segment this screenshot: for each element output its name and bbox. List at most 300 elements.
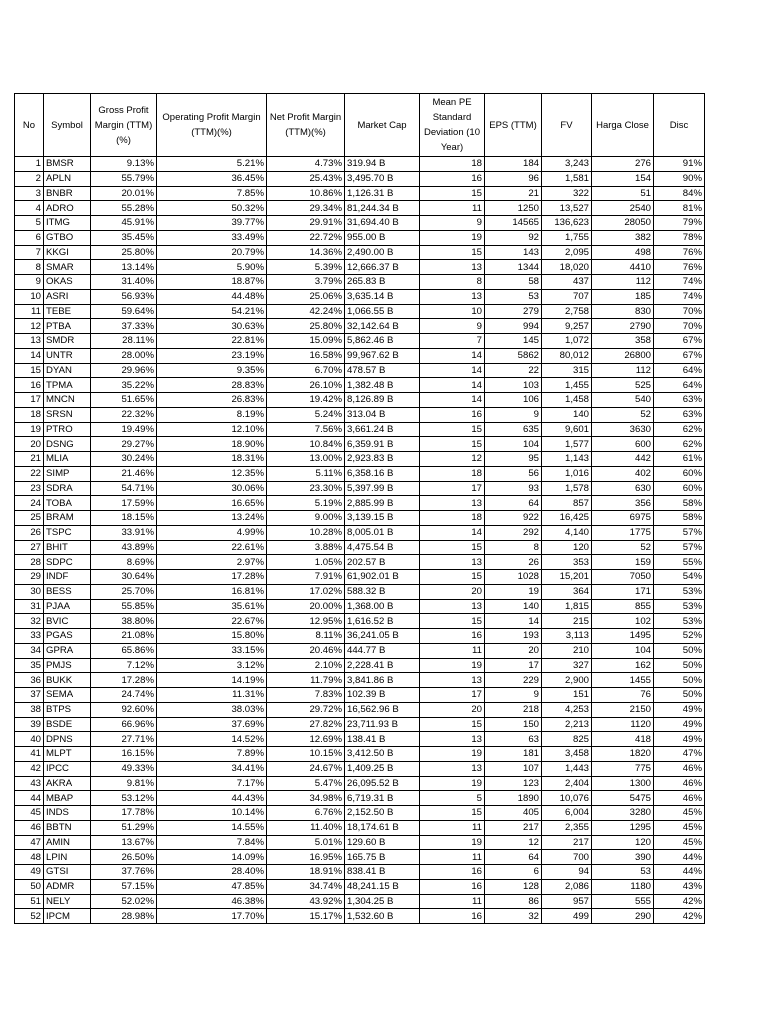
cell-net-profit-margin: 5.19% bbox=[267, 496, 345, 511]
cell-net-profit-margin: 18.91% bbox=[267, 865, 345, 880]
cell-harga-close: 51 bbox=[592, 186, 654, 201]
stock-screening-table bbox=[14, 93, 705, 924]
cell-symbol: MLIA bbox=[44, 452, 91, 467]
table-row bbox=[15, 378, 705, 393]
cell-market-cap: 5,397.99 B bbox=[345, 481, 420, 496]
cell-disc: 61% bbox=[654, 452, 705, 467]
cell-fv: 2,758 bbox=[542, 304, 592, 319]
table-row bbox=[15, 304, 705, 319]
cell-symbol: DPNS bbox=[44, 732, 91, 747]
cell-operating-profit-margin: 44.48% bbox=[157, 289, 267, 304]
cell-eps: 6 bbox=[485, 865, 542, 880]
cell-no: 3 bbox=[15, 186, 44, 201]
cell-gross-profit-margin: 29.27% bbox=[91, 437, 157, 452]
cell-disc: 60% bbox=[654, 481, 705, 496]
cell-market-cap: 6,358.16 B bbox=[345, 466, 420, 481]
cell-fv: 437 bbox=[542, 275, 592, 290]
cell-market-cap: 3,841.86 B bbox=[345, 673, 420, 688]
column-header-operating-profit-margin: Operating Profit Margin (TTM)(%) bbox=[157, 94, 267, 157]
cell-symbol: NELY bbox=[44, 894, 91, 909]
table-row bbox=[15, 865, 705, 880]
cell-no: 38 bbox=[15, 702, 44, 717]
cell-operating-profit-margin: 33.49% bbox=[157, 230, 267, 245]
cell-no: 29 bbox=[15, 570, 44, 585]
cell-harga-close: 112 bbox=[592, 275, 654, 290]
cell-eps: 86 bbox=[485, 894, 542, 909]
cell-symbol: UNTR bbox=[44, 348, 91, 363]
cell-gross-profit-margin: 57.15% bbox=[91, 879, 157, 894]
cell-eps: 184 bbox=[485, 157, 542, 172]
cell-fv: 15,201 bbox=[542, 570, 592, 585]
cell-market-cap: 3,661.24 B bbox=[345, 422, 420, 437]
cell-market-cap: 1,368.00 B bbox=[345, 599, 420, 614]
cell-harga-close: 4410 bbox=[592, 260, 654, 275]
cell-eps: 9 bbox=[485, 407, 542, 422]
cell-harga-close: 2150 bbox=[592, 702, 654, 717]
cell-operating-profit-margin: 14.09% bbox=[157, 850, 267, 865]
cell-disc: 45% bbox=[654, 835, 705, 850]
cell-disc: 49% bbox=[654, 732, 705, 747]
cell-eps: 1344 bbox=[485, 260, 542, 275]
cell-harga-close: 775 bbox=[592, 761, 654, 776]
cell-harga-close: 112 bbox=[592, 363, 654, 378]
cell-operating-profit-margin: 5.90% bbox=[157, 260, 267, 275]
cell-gross-profit-margin: 54.71% bbox=[91, 481, 157, 496]
cell-no: 16 bbox=[15, 378, 44, 393]
cell-gross-profit-margin: 17.78% bbox=[91, 806, 157, 821]
cell-no: 52 bbox=[15, 909, 44, 924]
cell-no: 28 bbox=[15, 555, 44, 570]
cell-market-cap: 16,562.96 B bbox=[345, 702, 420, 717]
cell-harga-close: 6975 bbox=[592, 511, 654, 526]
cell-no: 27 bbox=[15, 540, 44, 555]
cell-gross-profit-margin: 56.93% bbox=[91, 289, 157, 304]
cell-symbol: ITMG bbox=[44, 216, 91, 231]
cell-operating-profit-margin: 44.43% bbox=[157, 791, 267, 806]
cell-market-cap: 31,694.40 B bbox=[345, 216, 420, 231]
cell-mean-pe-std-dev: 19 bbox=[420, 747, 485, 762]
cell-mean-pe-std-dev: 11 bbox=[420, 850, 485, 865]
cell-gross-profit-margin: 37.33% bbox=[91, 319, 157, 334]
cell-market-cap: 1,616.52 B bbox=[345, 614, 420, 629]
cell-fv: 364 bbox=[542, 584, 592, 599]
cell-fv: 13,527 bbox=[542, 201, 592, 216]
cell-mean-pe-std-dev: 20 bbox=[420, 702, 485, 717]
cell-no: 43 bbox=[15, 776, 44, 791]
cell-eps: 9 bbox=[485, 688, 542, 703]
cell-fv: 16,425 bbox=[542, 511, 592, 526]
cell-symbol: GTSI bbox=[44, 865, 91, 880]
cell-net-profit-margin: 9.00% bbox=[267, 511, 345, 526]
column-header-mean-pe-std-dev: Mean PE Standard Deviation (10 Year) bbox=[420, 94, 485, 157]
cell-fv: 136,623 bbox=[542, 216, 592, 231]
cell-net-profit-margin: 27.82% bbox=[267, 717, 345, 732]
cell-eps: 12 bbox=[485, 835, 542, 850]
cell-disc: 46% bbox=[654, 761, 705, 776]
cell-fv: 1,072 bbox=[542, 334, 592, 349]
cell-net-profit-margin: 15.17% bbox=[267, 909, 345, 924]
cell-no: 17 bbox=[15, 393, 44, 408]
cell-harga-close: 154 bbox=[592, 171, 654, 186]
cell-harga-close: 855 bbox=[592, 599, 654, 614]
cell-disc: 84% bbox=[654, 186, 705, 201]
cell-symbol: SMDR bbox=[44, 334, 91, 349]
cell-eps: 218 bbox=[485, 702, 542, 717]
cell-operating-profit-margin: 18.87% bbox=[157, 275, 267, 290]
cell-operating-profit-margin: 13.24% bbox=[157, 511, 267, 526]
cell-mean-pe-std-dev: 19 bbox=[420, 776, 485, 791]
cell-no: 21 bbox=[15, 452, 44, 467]
cell-no: 10 bbox=[15, 289, 44, 304]
cell-fv: 700 bbox=[542, 850, 592, 865]
cell-harga-close: 2540 bbox=[592, 201, 654, 216]
cell-operating-profit-margin: 2.97% bbox=[157, 555, 267, 570]
cell-market-cap: 838.41 B bbox=[345, 865, 420, 880]
cell-no: 33 bbox=[15, 629, 44, 644]
cell-disc: 55% bbox=[654, 555, 705, 570]
cell-fv: 10,076 bbox=[542, 791, 592, 806]
cell-harga-close: 53 bbox=[592, 865, 654, 880]
cell-disc: 44% bbox=[654, 865, 705, 880]
cell-operating-profit-margin: 5.21% bbox=[157, 157, 267, 172]
cell-operating-profit-margin: 33.15% bbox=[157, 643, 267, 658]
cell-eps: 107 bbox=[485, 761, 542, 776]
cell-disc: 46% bbox=[654, 776, 705, 791]
table-row bbox=[15, 732, 705, 747]
cell-net-profit-margin: 19.42% bbox=[267, 393, 345, 408]
cell-eps: 93 bbox=[485, 481, 542, 496]
cell-harga-close: 1820 bbox=[592, 747, 654, 762]
cell-mean-pe-std-dev: 15 bbox=[420, 186, 485, 201]
cell-disc: 45% bbox=[654, 806, 705, 821]
cell-operating-profit-margin: 50.32% bbox=[157, 201, 267, 216]
cell-eps: 128 bbox=[485, 879, 542, 894]
cell-symbol: SDPC bbox=[44, 555, 91, 570]
cell-gross-profit-margin: 24.74% bbox=[91, 688, 157, 703]
column-header-symbol: Symbol bbox=[44, 94, 91, 157]
cell-harga-close: 1495 bbox=[592, 629, 654, 644]
cell-net-profit-margin: 8.11% bbox=[267, 629, 345, 644]
cell-eps: 21 bbox=[485, 186, 542, 201]
cell-gross-profit-margin: 31.40% bbox=[91, 275, 157, 290]
cell-disc: 64% bbox=[654, 363, 705, 378]
cell-disc: 44% bbox=[654, 850, 705, 865]
cell-harga-close: 418 bbox=[592, 732, 654, 747]
cell-gross-profit-margin: 37.76% bbox=[91, 865, 157, 880]
cell-market-cap: 1,382.48 B bbox=[345, 378, 420, 393]
cell-gross-profit-margin: 38.80% bbox=[91, 614, 157, 629]
cell-market-cap: 12,666.37 B bbox=[345, 260, 420, 275]
cell-symbol: GTBO bbox=[44, 230, 91, 245]
cell-fv: 217 bbox=[542, 835, 592, 850]
cell-market-cap: 3,635.14 B bbox=[345, 289, 420, 304]
cell-eps: 123 bbox=[485, 776, 542, 791]
cell-operating-profit-margin: 12.10% bbox=[157, 422, 267, 437]
table-row bbox=[15, 614, 705, 629]
cell-eps: 63 bbox=[485, 732, 542, 747]
cell-eps: 20 bbox=[485, 643, 542, 658]
cell-eps: 8 bbox=[485, 540, 542, 555]
cell-fv: 215 bbox=[542, 614, 592, 629]
table-row bbox=[15, 245, 705, 260]
table-row bbox=[15, 260, 705, 275]
cell-symbol: BVIC bbox=[44, 614, 91, 629]
cell-net-profit-margin: 34.98% bbox=[267, 791, 345, 806]
table-row bbox=[15, 540, 705, 555]
cell-mean-pe-std-dev: 13 bbox=[420, 732, 485, 747]
cell-operating-profit-margin: 15.80% bbox=[157, 629, 267, 644]
table-row bbox=[15, 481, 705, 496]
table-row bbox=[15, 452, 705, 467]
cell-mean-pe-std-dev: 15 bbox=[420, 570, 485, 585]
table-row bbox=[15, 275, 705, 290]
cell-no: 25 bbox=[15, 511, 44, 526]
column-header-fv: FV bbox=[542, 94, 592, 157]
cell-net-profit-margin: 26.10% bbox=[267, 378, 345, 393]
cell-mean-pe-std-dev: 12 bbox=[420, 452, 485, 467]
cell-mean-pe-std-dev: 7 bbox=[420, 334, 485, 349]
cell-fv: 353 bbox=[542, 555, 592, 570]
cell-no: 39 bbox=[15, 717, 44, 732]
cell-symbol: BUKK bbox=[44, 673, 91, 688]
cell-symbol: MLPT bbox=[44, 747, 91, 762]
cell-market-cap: 2,923.83 B bbox=[345, 452, 420, 467]
table-row bbox=[15, 525, 705, 540]
cell-fv: 1,578 bbox=[542, 481, 592, 496]
cell-fv: 315 bbox=[542, 363, 592, 378]
cell-harga-close: 390 bbox=[592, 850, 654, 865]
cell-gross-profit-margin: 35.45% bbox=[91, 230, 157, 245]
cell-net-profit-margin: 34.74% bbox=[267, 879, 345, 894]
cell-harga-close: 3280 bbox=[592, 806, 654, 821]
cell-no: 26 bbox=[15, 525, 44, 540]
cell-disc: 60% bbox=[654, 466, 705, 481]
cell-net-profit-margin: 43.92% bbox=[267, 894, 345, 909]
cell-gross-profit-margin: 19.49% bbox=[91, 422, 157, 437]
cell-disc: 58% bbox=[654, 496, 705, 511]
cell-disc: 50% bbox=[654, 643, 705, 658]
cell-eps: 26 bbox=[485, 555, 542, 570]
cell-mean-pe-std-dev: 9 bbox=[420, 319, 485, 334]
table-row bbox=[15, 216, 705, 231]
cell-disc: 46% bbox=[654, 791, 705, 806]
cell-eps: 14 bbox=[485, 614, 542, 629]
cell-no: 49 bbox=[15, 865, 44, 880]
cell-gross-profit-margin: 8.69% bbox=[91, 555, 157, 570]
table-body bbox=[15, 157, 705, 924]
table-row bbox=[15, 201, 705, 216]
table-row bbox=[15, 466, 705, 481]
cell-harga-close: 1300 bbox=[592, 776, 654, 791]
table-row bbox=[15, 230, 705, 245]
cell-disc: 76% bbox=[654, 260, 705, 275]
cell-eps: 53 bbox=[485, 289, 542, 304]
cell-market-cap: 3,139.15 B bbox=[345, 511, 420, 526]
cell-mean-pe-std-dev: 14 bbox=[420, 363, 485, 378]
cell-mean-pe-std-dev: 18 bbox=[420, 466, 485, 481]
cell-eps: 1028 bbox=[485, 570, 542, 585]
cell-harga-close: 104 bbox=[592, 643, 654, 658]
cell-eps: 1890 bbox=[485, 791, 542, 806]
cell-disc: 63% bbox=[654, 407, 705, 422]
cell-fv: 18,020 bbox=[542, 260, 592, 275]
cell-fv: 327 bbox=[542, 658, 592, 673]
cell-no: 37 bbox=[15, 688, 44, 703]
cell-disc: 74% bbox=[654, 289, 705, 304]
cell-operating-profit-margin: 35.61% bbox=[157, 599, 267, 614]
cell-gross-profit-margin: 21.46% bbox=[91, 466, 157, 481]
cell-gross-profit-margin: 51.65% bbox=[91, 393, 157, 408]
cell-mean-pe-std-dev: 18 bbox=[420, 157, 485, 172]
cell-net-profit-margin: 12.69% bbox=[267, 732, 345, 747]
cell-no: 14 bbox=[15, 348, 44, 363]
cell-fv: 140 bbox=[542, 407, 592, 422]
cell-symbol: SDRA bbox=[44, 481, 91, 496]
cell-gross-profit-margin: 66.96% bbox=[91, 717, 157, 732]
cell-disc: 78% bbox=[654, 230, 705, 245]
cell-gross-profit-margin: 25.70% bbox=[91, 584, 157, 599]
cell-operating-profit-margin: 14.19% bbox=[157, 673, 267, 688]
cell-symbol: BESS bbox=[44, 584, 91, 599]
cell-symbol: ASRI bbox=[44, 289, 91, 304]
cell-fv: 1,755 bbox=[542, 230, 592, 245]
cell-eps: 292 bbox=[485, 525, 542, 540]
cell-market-cap: 1,532.60 B bbox=[345, 909, 420, 924]
cell-mean-pe-std-dev: 20 bbox=[420, 584, 485, 599]
cell-mean-pe-std-dev: 9 bbox=[420, 216, 485, 231]
table-row bbox=[15, 702, 705, 717]
cell-disc: 67% bbox=[654, 348, 705, 363]
table-row bbox=[15, 717, 705, 732]
cell-operating-profit-margin: 7.89% bbox=[157, 747, 267, 762]
cell-symbol: LPIN bbox=[44, 850, 91, 865]
cell-harga-close: 1180 bbox=[592, 879, 654, 894]
cell-gross-profit-margin: 55.28% bbox=[91, 201, 157, 216]
cell-eps: 19 bbox=[485, 584, 542, 599]
cell-no: 50 bbox=[15, 879, 44, 894]
cell-fv: 1,581 bbox=[542, 171, 592, 186]
cell-disc: 81% bbox=[654, 201, 705, 216]
table-row bbox=[15, 629, 705, 644]
cell-harga-close: 7050 bbox=[592, 570, 654, 585]
cell-gross-profit-margin: 27.71% bbox=[91, 732, 157, 747]
cell-symbol: TPMA bbox=[44, 378, 91, 393]
table-row bbox=[15, 422, 705, 437]
cell-fv: 6,004 bbox=[542, 806, 592, 821]
cell-gross-profit-margin: 22.32% bbox=[91, 407, 157, 422]
cell-operating-profit-margin: 14.52% bbox=[157, 732, 267, 747]
cell-mean-pe-std-dev: 5 bbox=[420, 791, 485, 806]
cell-disc: 79% bbox=[654, 216, 705, 231]
table-row bbox=[15, 894, 705, 909]
cell-mean-pe-std-dev: 15 bbox=[420, 245, 485, 260]
cell-market-cap: 6,359.91 B bbox=[345, 437, 420, 452]
table-row bbox=[15, 334, 705, 349]
cell-mean-pe-std-dev: 16 bbox=[420, 629, 485, 644]
table-row bbox=[15, 319, 705, 334]
cell-harga-close: 442 bbox=[592, 452, 654, 467]
cell-eps: 150 bbox=[485, 717, 542, 732]
table-row bbox=[15, 496, 705, 511]
cell-net-profit-margin: 29.91% bbox=[267, 216, 345, 231]
cell-symbol: TOBA bbox=[44, 496, 91, 511]
cell-operating-profit-margin: 11.31% bbox=[157, 688, 267, 703]
cell-operating-profit-margin: 34.41% bbox=[157, 761, 267, 776]
cell-disc: 50% bbox=[654, 688, 705, 703]
cell-disc: 43% bbox=[654, 879, 705, 894]
cell-fv: 210 bbox=[542, 643, 592, 658]
cell-no: 15 bbox=[15, 363, 44, 378]
cell-symbol: GPRA bbox=[44, 643, 91, 658]
cell-mean-pe-std-dev: 18 bbox=[420, 511, 485, 526]
cell-gross-profit-margin: 21.08% bbox=[91, 629, 157, 644]
cell-no: 22 bbox=[15, 466, 44, 481]
cell-harga-close: 358 bbox=[592, 334, 654, 349]
cell-symbol: APLN bbox=[44, 171, 91, 186]
cell-mean-pe-std-dev: 17 bbox=[420, 481, 485, 496]
cell-no: 24 bbox=[15, 496, 44, 511]
cell-operating-profit-margin: 38.03% bbox=[157, 702, 267, 717]
cell-disc: 76% bbox=[654, 245, 705, 260]
cell-harga-close: 402 bbox=[592, 466, 654, 481]
cell-disc: 45% bbox=[654, 820, 705, 835]
cell-gross-profit-margin: 45.91% bbox=[91, 216, 157, 231]
cell-harga-close: 276 bbox=[592, 157, 654, 172]
cell-gross-profit-margin: 29.96% bbox=[91, 363, 157, 378]
cell-fv: 825 bbox=[542, 732, 592, 747]
cell-harga-close: 600 bbox=[592, 437, 654, 452]
cell-operating-profit-margin: 47.85% bbox=[157, 879, 267, 894]
cell-net-profit-margin: 29.72% bbox=[267, 702, 345, 717]
cell-no: 4 bbox=[15, 201, 44, 216]
cell-net-profit-margin: 22.72% bbox=[267, 230, 345, 245]
cell-symbol: IPCC bbox=[44, 761, 91, 776]
cell-harga-close: 120 bbox=[592, 835, 654, 850]
cell-symbol: AKRA bbox=[44, 776, 91, 791]
cell-mean-pe-std-dev: 13 bbox=[420, 289, 485, 304]
cell-no: 19 bbox=[15, 422, 44, 437]
cell-market-cap: 319.94 B bbox=[345, 157, 420, 172]
cell-eps: 58 bbox=[485, 275, 542, 290]
cell-mean-pe-std-dev: 11 bbox=[420, 820, 485, 835]
cell-harga-close: 76 bbox=[592, 688, 654, 703]
cell-harga-close: 356 bbox=[592, 496, 654, 511]
cell-harga-close: 382 bbox=[592, 230, 654, 245]
cell-net-profit-margin: 6.70% bbox=[267, 363, 345, 378]
cell-operating-profit-margin: 36.45% bbox=[157, 171, 267, 186]
cell-harga-close: 3630 bbox=[592, 422, 654, 437]
cell-net-profit-margin: 1.05% bbox=[267, 555, 345, 570]
cell-eps: 106 bbox=[485, 393, 542, 408]
cell-disc: 50% bbox=[654, 673, 705, 688]
cell-symbol: PTBA bbox=[44, 319, 91, 334]
cell-gross-profit-margin: 30.64% bbox=[91, 570, 157, 585]
cell-harga-close: 525 bbox=[592, 378, 654, 393]
table-row bbox=[15, 584, 705, 599]
cell-market-cap: 313.04 B bbox=[345, 407, 420, 422]
cell-harga-close: 1455 bbox=[592, 673, 654, 688]
cell-mean-pe-std-dev: 16 bbox=[420, 909, 485, 924]
cell-harga-close: 1295 bbox=[592, 820, 654, 835]
cell-gross-profit-margin: 53.12% bbox=[91, 791, 157, 806]
cell-net-profit-margin: 10.28% bbox=[267, 525, 345, 540]
cell-eps: 1250 bbox=[485, 201, 542, 216]
cell-net-profit-margin: 25.06% bbox=[267, 289, 345, 304]
cell-symbol: PMJS bbox=[44, 658, 91, 673]
cell-operating-profit-margin: 39.77% bbox=[157, 216, 267, 231]
cell-gross-profit-margin: 51.29% bbox=[91, 820, 157, 835]
table-row bbox=[15, 437, 705, 452]
